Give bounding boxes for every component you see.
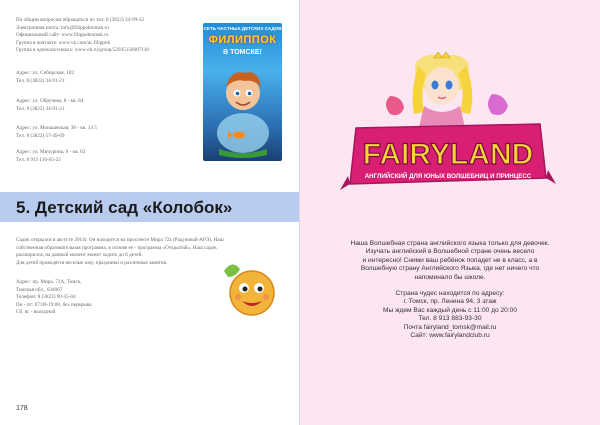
paragraph-line: собственная образовательная программа, в основе ее - программа «Открытий». Наш садик: [16, 244, 217, 251]
contact-line: Официальный сайт: www.filippoktomsk.ru: [16, 32, 109, 39]
phone-line: Тел. 8 (3822) 34-91-21: [16, 105, 65, 112]
poster-top-text: СЕТЬ ЧАСТНЫХ ДЕТСКИХ САДОВ: [203, 26, 282, 31]
address-line: Адрес: ул. Обручева, 8 - кв. 84: [16, 98, 84, 104]
page-number: 178: [16, 405, 28, 412]
logo-brand-text: FAIRYLAND: [362, 138, 534, 171]
poster-title: ФИЛИППОК: [208, 34, 277, 46]
kolobok-illustration: [218, 257, 282, 322]
spacer: [300, 282, 600, 290]
paragraph-line: расширился, на данный момент может ходить до 8 детей.: [16, 252, 143, 259]
kolobok-contacts: [16, 279, 176, 317]
section-banner: [0, 192, 300, 222]
phone-line: Тел. 8 913 116-65-22: [16, 156, 61, 163]
address-block: [16, 149, 196, 164]
intro-line: Волшебную страну Английского Языка, где нет ничего что: [360, 265, 540, 273]
contact-line: Группа в одноклассниках: www.ok.ru/group/52935156687118: [16, 47, 149, 54]
address-line: г. Томск, пр. Ленина 94, 3 этаж: [403, 298, 497, 306]
intro-line: напоминало бы школе.: [414, 273, 486, 281]
address-block: [16, 125, 196, 140]
contact-line: По общим вопросам обращаться по тел: 8 (3822) 34-99-22: [16, 17, 145, 23]
poster-boy-illustration: [203, 23, 282, 161]
kolobok-description: [16, 237, 222, 267]
phone-line: Телефон: 8 (3822) 90-35-04: [16, 294, 76, 301]
hours-line: Пн - пт: 07:00-19:00, без перерыва: [16, 301, 92, 308]
fairyland-logo: [338, 52, 558, 227]
contacts-block: [16, 17, 196, 55]
contact-line: Группа в контакте: www.vk.com/ac.filippok: [16, 39, 111, 46]
address-line: Адрес: ул. Мичурина, 9 - кв. 62: [16, 149, 86, 155]
intro-line: Изучать английский в Волшебной стране очень весело: [365, 248, 535, 256]
intro-line: и интересно! Сними ваш ребёнок попадет не в класс, а в: [362, 256, 538, 264]
address-block: [16, 98, 196, 113]
address-line: Томская обл., 634067: [16, 286, 63, 293]
website-line: Сайт: www.fairylandclub.ru: [410, 332, 490, 340]
logo-tagline: АНГЛИЙСКИЙ ДЛЯ ЮНЫХ ВОЛШЕБНИЦ И ПРИНЦЕСС: [364, 173, 532, 180]
paragraph-line: Для детей проводятся веселые шоу, праздники и различные занятия.: [16, 259, 168, 266]
phone-line: Тел. 8 (3822) 34-91-21: [16, 77, 65, 84]
paragraph-line: Садик открылся в августе 2014г. Он находится на проспекте Мира 72а (Радужный-АРЭ). Наш: [16, 237, 224, 243]
address-line: Адрес: ул. Мокшанская, 38 - кв. 14 5: [16, 125, 97, 131]
detail-line: Страна чудес находится по адресу:: [395, 290, 505, 298]
poster-city: В ТОМСКЕ!: [223, 49, 262, 56]
address-line: Адрес: пр. Мира, 72А, Томск,: [16, 279, 82, 285]
intro-line: Наша Волшебная страна английского языка только для девочек.: [350, 240, 550, 247]
fairyland-info: [300, 240, 600, 340]
contact-line: Электронная почта: info@filippoktomsk.ru: [16, 24, 109, 31]
section-title: 5. Детский сад «Колобок»: [16, 198, 233, 217]
email-line: Почта fairyland_tomsk@mail.ru: [403, 323, 497, 331]
address-block: [16, 70, 196, 85]
hours-line: Сб, вс - выходной: [16, 309, 56, 316]
phone-line: Тел. 8 913 883-93-30: [418, 315, 482, 323]
filippok-poster: [203, 23, 282, 161]
address-line: Адрес: ул. Сибирская, 102: [16, 70, 75, 76]
phone-line: Тел. 8 (3822) 57-49-69: [16, 132, 65, 139]
hours-line: Мы ждем Вас каждый день с 11:00 до 20:00: [383, 306, 517, 314]
